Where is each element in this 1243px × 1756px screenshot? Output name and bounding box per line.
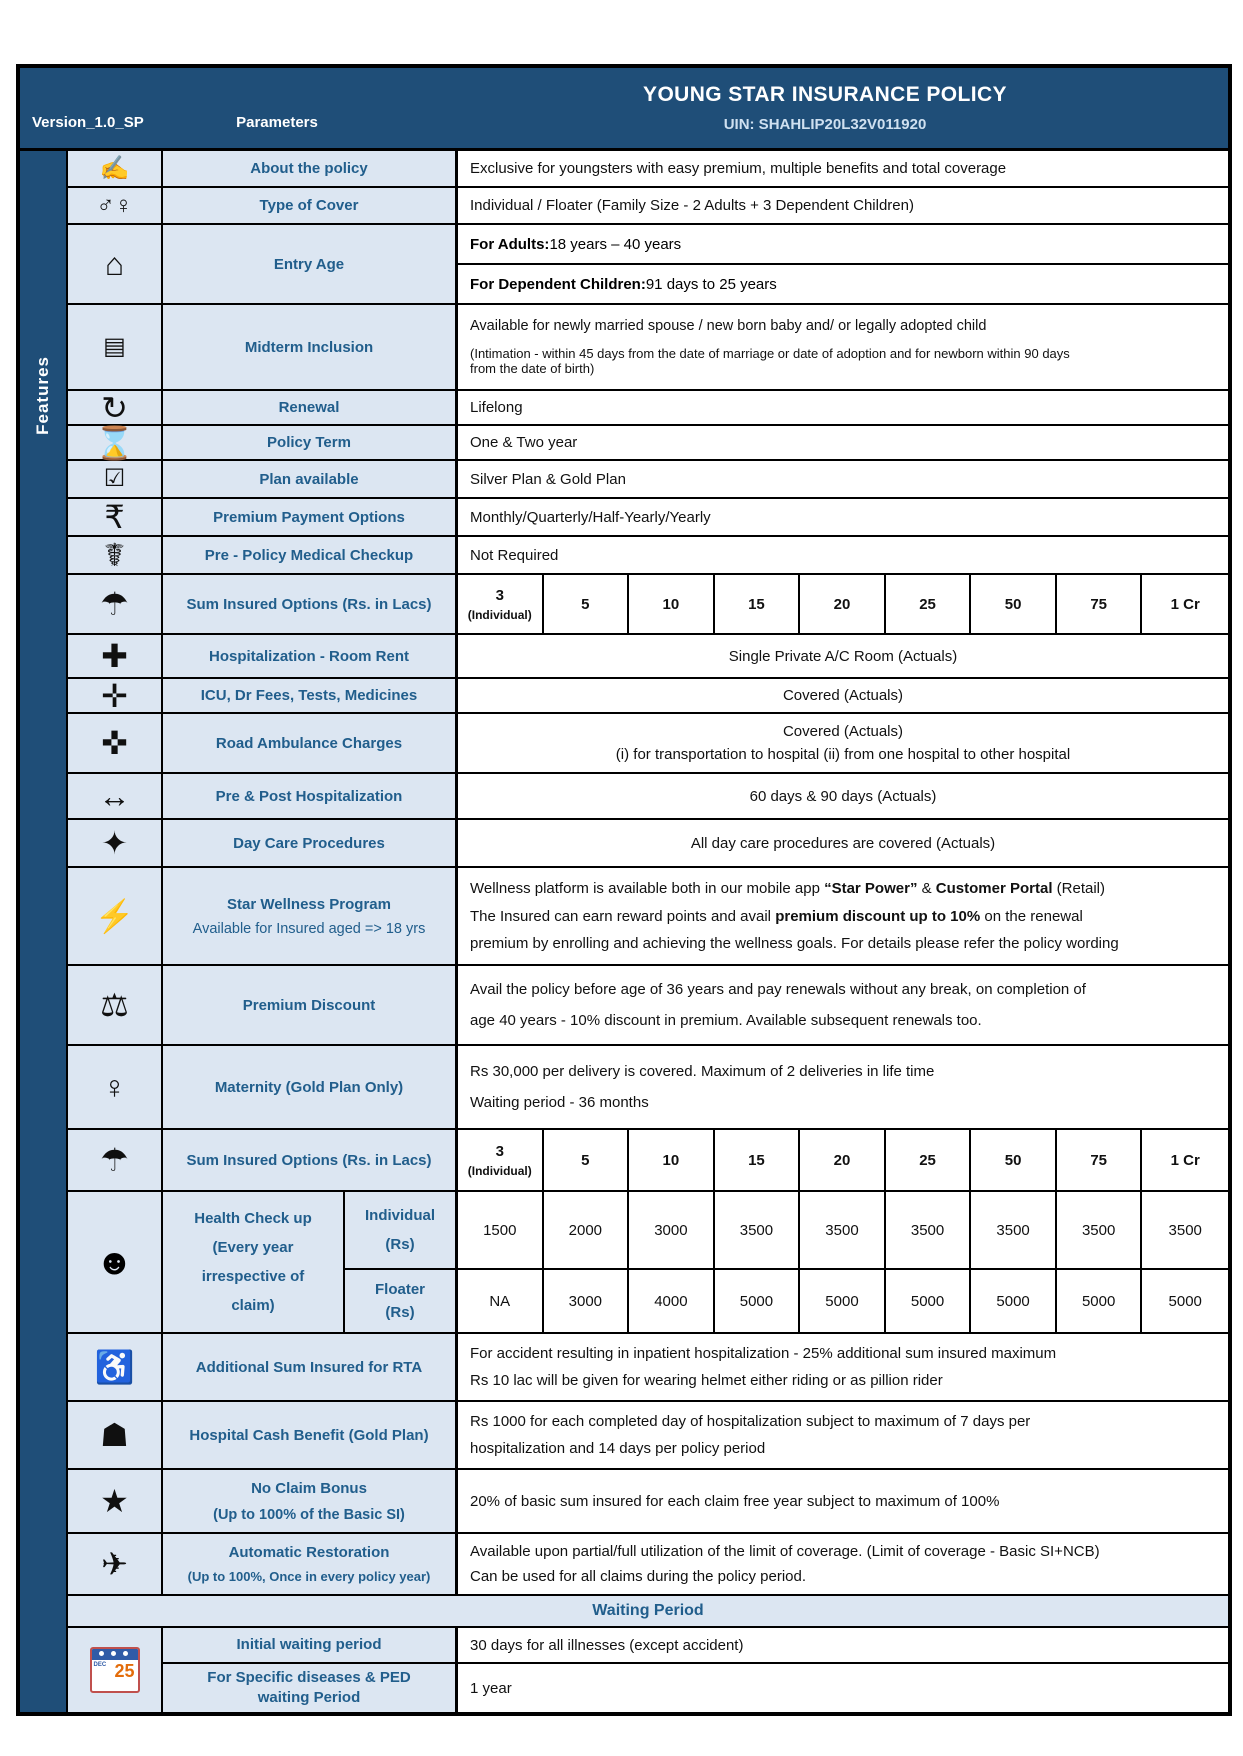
health-value-cell: 5000	[1142, 1270, 1228, 1332]
initial-waiting-label: Initial waiting period	[163, 1628, 458, 1664]
shield-icon: ☗	[68, 1402, 163, 1468]
row-value	[458, 225, 1228, 303]
rupee-payment-icon: ₹	[68, 499, 163, 535]
health-value-cell: 3500	[886, 1192, 972, 1270]
calendar-icon: DEC 25	[68, 1628, 163, 1712]
sum-insured-cell: 25	[886, 1130, 972, 1190]
sum-insured-options	[458, 1130, 1228, 1190]
row-value: Monthly/Quarterly/Half-Yearly/Yearly	[458, 499, 1228, 535]
bonus-star-icon: ★	[68, 1470, 163, 1532]
health-value-cell: 5000	[971, 1270, 1057, 1332]
ncb-sublabel: (Up to 100% of the Basic SI)	[213, 1506, 405, 1523]
restoration-sublabel: (Up to 100%, Once in every policy year)	[187, 1569, 431, 1584]
health-value-cell: 1500	[458, 1192, 544, 1270]
sum-insured-cell: 15	[715, 575, 801, 633]
table-row	[68, 679, 1228, 714]
health-checkup-label: Health Check up (Every year irrespective of claim)	[163, 1192, 345, 1332]
row-value: Covered (Actuals)	[458, 679, 1228, 712]
row-label: Hospital Cash Benefit (Gold Plan)	[163, 1402, 458, 1468]
row-value: Avail the policy before age of 36 years and pay renewals without any break, on completion of age 40 years - 10% discount in premium. Available subsequent renewals too.	[458, 966, 1228, 1044]
medical-monitor-icon: ☤	[68, 537, 163, 573]
sum-insured-cell: 3 (Individual)	[458, 575, 544, 633]
table-row	[68, 966, 1228, 1046]
health-value-cell: 4000	[629, 1270, 715, 1332]
features-table	[20, 151, 1228, 1712]
table-row	[68, 1534, 1228, 1596]
table-row	[68, 1402, 1228, 1470]
row-label: Entry Age	[163, 225, 458, 303]
table-row	[68, 774, 1228, 820]
row-value: Wellness platform is available both in our mobile app “Star Power” & Customer Portal (Retail) The Insured can earn reward points and avail premium discount up to 10% on the renewal premium by enrolling and achieving the wellness goals. For details please refer the policy wording	[458, 868, 1228, 964]
sum-insured-cell: 75	[1057, 1130, 1143, 1190]
sum-insured-cell: 10	[629, 1130, 715, 1190]
sum-insured-cell: 5	[544, 575, 630, 633]
uin-label: UIN: SHAHLIP20L32V011920	[723, 116, 927, 134]
features-vertical-label: Features	[33, 356, 52, 435]
row-value: Rs 1000 for each completed day of hospitalization subject to maximum of 7 days per hospitalization and 14 days per policy period	[458, 1402, 1228, 1468]
health-value-cell: 5000	[886, 1270, 972, 1332]
sum-insured-cell: 10	[629, 575, 715, 633]
sum-insured-cell: 20	[800, 1130, 886, 1190]
sum-insured-cell: 5	[544, 1130, 630, 1190]
id-card-icon: ▤	[68, 305, 163, 389]
about-policy-icon: ✍	[68, 151, 163, 186]
row-label: Midterm Inclusion	[163, 305, 458, 389]
pregnant-woman-icon: ♀	[68, 1046, 163, 1128]
family-icon: ♂♀	[68, 188, 163, 223]
row-label	[163, 1470, 458, 1532]
entry-age-adults: For Adults: 18 years – 40 years	[458, 225, 1228, 265]
table-row	[68, 151, 1228, 188]
row-value	[458, 305, 1228, 389]
ambulance-icon: ✜	[68, 714, 163, 772]
ped-waiting-label: For Specific diseases & PED waiting Period	[163, 1664, 458, 1712]
ncb-label: No Claim Bonus	[251, 1479, 367, 1497]
health-value-cell: 5000	[1057, 1270, 1143, 1332]
health-value-cell: 3000	[629, 1192, 715, 1270]
row-label: About the policy	[163, 151, 458, 186]
row-value: 20% of basic sum insured for each claim free year subject to maximum of 100%	[458, 1470, 1228, 1532]
row-value: Not Required	[458, 537, 1228, 573]
floater-rs-label: Floater (Rs)	[345, 1270, 458, 1332]
row-label: Pre - Policy Medical Checkup	[163, 537, 458, 573]
health-value-cell: 3000	[544, 1270, 630, 1332]
table-row	[68, 499, 1228, 537]
ped-waiting-value: 1 year	[458, 1664, 1228, 1712]
row-label: Sum Insured Options (Rs. in Lacs)	[163, 1130, 458, 1190]
table-row	[68, 1470, 1228, 1534]
day-care-chair-icon: ✦	[68, 820, 163, 866]
sum-insured-cell: 50	[971, 575, 1057, 633]
table-row	[68, 575, 1228, 635]
table-row	[68, 868, 1228, 966]
row-label: Additional Sum Insured for RTA	[163, 1334, 458, 1400]
icu-bed-icon: ✛	[68, 679, 163, 712]
row-value: Rs 30,000 per delivery is covered. Maximum of 2 deliveries in life time Waiting period - 36 months	[458, 1046, 1228, 1128]
table-row	[68, 426, 1228, 461]
health-value-cell: 3500	[1057, 1192, 1143, 1270]
row-value: Covered (Actuals) (i) for transportation to hospital (ii) from one hospital to other hospital	[458, 714, 1228, 772]
scales-money-icon: ⚖	[68, 966, 163, 1044]
row-label: Premium Payment Options	[163, 499, 458, 535]
row-label	[163, 1534, 458, 1594]
row-label: Pre & Post Hospitalization	[163, 774, 458, 818]
arrows-left-right-icon: ↔	[68, 774, 163, 818]
sum-insured-cell: 15	[715, 1130, 801, 1190]
table-row	[68, 225, 1228, 305]
umbrella-icon: ☂	[68, 575, 163, 633]
row-value: Single Private A/C Room (Actuals)	[458, 635, 1228, 677]
page-title: YOUNG STAR INSURANCE POLICY	[643, 82, 1007, 106]
row-value: Silver Plan & Gold Plan	[458, 461, 1228, 497]
table-row	[68, 1130, 1228, 1192]
row-value: For accident resulting in inpatient hospitalization - 25% additional sum insured maximum Rs 10 lac will be given for wearing helmet either riding or as pillion rider	[458, 1334, 1228, 1400]
row-value: All day care procedures are covered (Actuals)	[458, 820, 1228, 866]
row-value: One & Two year	[458, 426, 1228, 459]
waiting-period-rows	[68, 1628, 1228, 1712]
wellness-label: Star Wellness Program	[227, 895, 391, 913]
row-label: Policy Term	[163, 426, 458, 459]
row-label: Plan available	[163, 461, 458, 497]
row-value: Lifelong	[458, 391, 1228, 424]
row-label: Type of Cover	[163, 188, 458, 223]
sum-insured-cell: 1 Cr	[1170, 595, 1200, 613]
table-row	[68, 1046, 1228, 1130]
midterm-note: (Intimation - within 45 days from the date of marriage or date of adoption and for newborn within 90 days from the date of birth)	[470, 345, 1070, 376]
renewal-cycle-icon: ↻	[68, 391, 163, 424]
sum-insured-options	[458, 575, 1228, 633]
row-label: Day Care Procedures	[163, 820, 458, 866]
sum-insured-cell: 20	[800, 575, 886, 633]
row-label: Premium Discount	[163, 966, 458, 1044]
sum-insured-cell: 3 (Individual)	[458, 1130, 544, 1190]
sum-insured-cell: 25	[886, 575, 972, 633]
health-value-cell: 3500	[971, 1192, 1057, 1270]
row-value: Exclusive for youngsters with easy premium, multiple benefits and total coverage	[458, 151, 1228, 186]
table-row	[68, 188, 1228, 225]
house-family-icon: ⌂	[68, 225, 163, 303]
waiting-period-section-header: Waiting Period	[68, 1596, 1228, 1628]
hourglass-icon: ⌛	[68, 426, 163, 459]
rocket-icon: ✈	[68, 1534, 163, 1594]
health-value-cell: 3500	[1142, 1192, 1228, 1270]
row-label: Maternity (Gold Plan Only)	[163, 1046, 458, 1128]
row-label: Renewal	[163, 391, 458, 424]
row-value: 60 days & 90 days (Actuals)	[458, 774, 1228, 818]
sum-insured-cell: 75	[1057, 575, 1143, 633]
table-row	[68, 635, 1228, 679]
document-header	[20, 68, 1228, 151]
wellness-sublabel: Available for Insured aged => 18 yrs	[192, 920, 426, 937]
table-row	[68, 391, 1228, 426]
row-label	[163, 868, 458, 964]
individual-rs-label: Individual (Rs)	[345, 1192, 458, 1270]
row-label: ICU, Dr Fees, Tests, Medicines	[163, 679, 458, 712]
hospital-icon: ✚	[68, 635, 163, 677]
row-value: Available upon partial/full utilization of the limit of coverage. (Limit of coverage - Basic SI+NCB) Can be used for all claims during the policy period.	[458, 1534, 1228, 1594]
sum-insured-cell: 1 Cr	[1170, 1151, 1200, 1169]
table-row	[68, 305, 1228, 391]
table-row	[68, 820, 1228, 868]
umbrella-icon: ☂	[68, 1130, 163, 1190]
table-row	[68, 1334, 1228, 1402]
midterm-main-text: Available for newly married spouse / new born baby and/ or legally adopted child	[470, 318, 987, 335]
row-label: Hospitalization - Room Rent	[163, 635, 458, 677]
entry-age-children: For Dependent Children: 91 days to 25 years	[470, 275, 777, 293]
table-row	[68, 461, 1228, 499]
row-value: Individual / Floater (Family Size - 2 Adults + 3 Dependent Children)	[458, 188, 1228, 223]
parameters-column-header: Parameters	[236, 114, 318, 131]
wheelchair-icon: ♿	[68, 1334, 163, 1400]
restoration-label: Automatic Restoration	[228, 1544, 390, 1561]
health-value-cell: 3500	[715, 1192, 801, 1270]
body-torso-icon: ☻	[68, 1192, 163, 1332]
features-sidebar	[20, 151, 68, 1712]
runner-icon: ⚡	[68, 868, 163, 964]
policy-document	[16, 64, 1232, 1716]
row-label: Sum Insured Options (Rs. in Lacs)	[163, 575, 458, 633]
table-row	[68, 714, 1228, 774]
health-value-cell: 3500	[800, 1192, 886, 1270]
table-row	[68, 537, 1228, 575]
health-value-cell: 5000	[800, 1270, 886, 1332]
row-label: Road Ambulance Charges	[163, 714, 458, 772]
health-value-cell: NA	[458, 1270, 544, 1332]
health-checkup-table	[68, 1192, 1228, 1334]
sum-insured-cell: 50	[971, 1130, 1057, 1190]
health-value-cell: 5000	[715, 1270, 801, 1332]
plan-document-icon: ☑	[68, 461, 163, 497]
version-label: Version_1.0_SP	[32, 114, 144, 131]
initial-waiting-value: 30 days for all illnesses (except accident)	[458, 1628, 1228, 1664]
health-value-cell: 2000	[544, 1192, 630, 1270]
